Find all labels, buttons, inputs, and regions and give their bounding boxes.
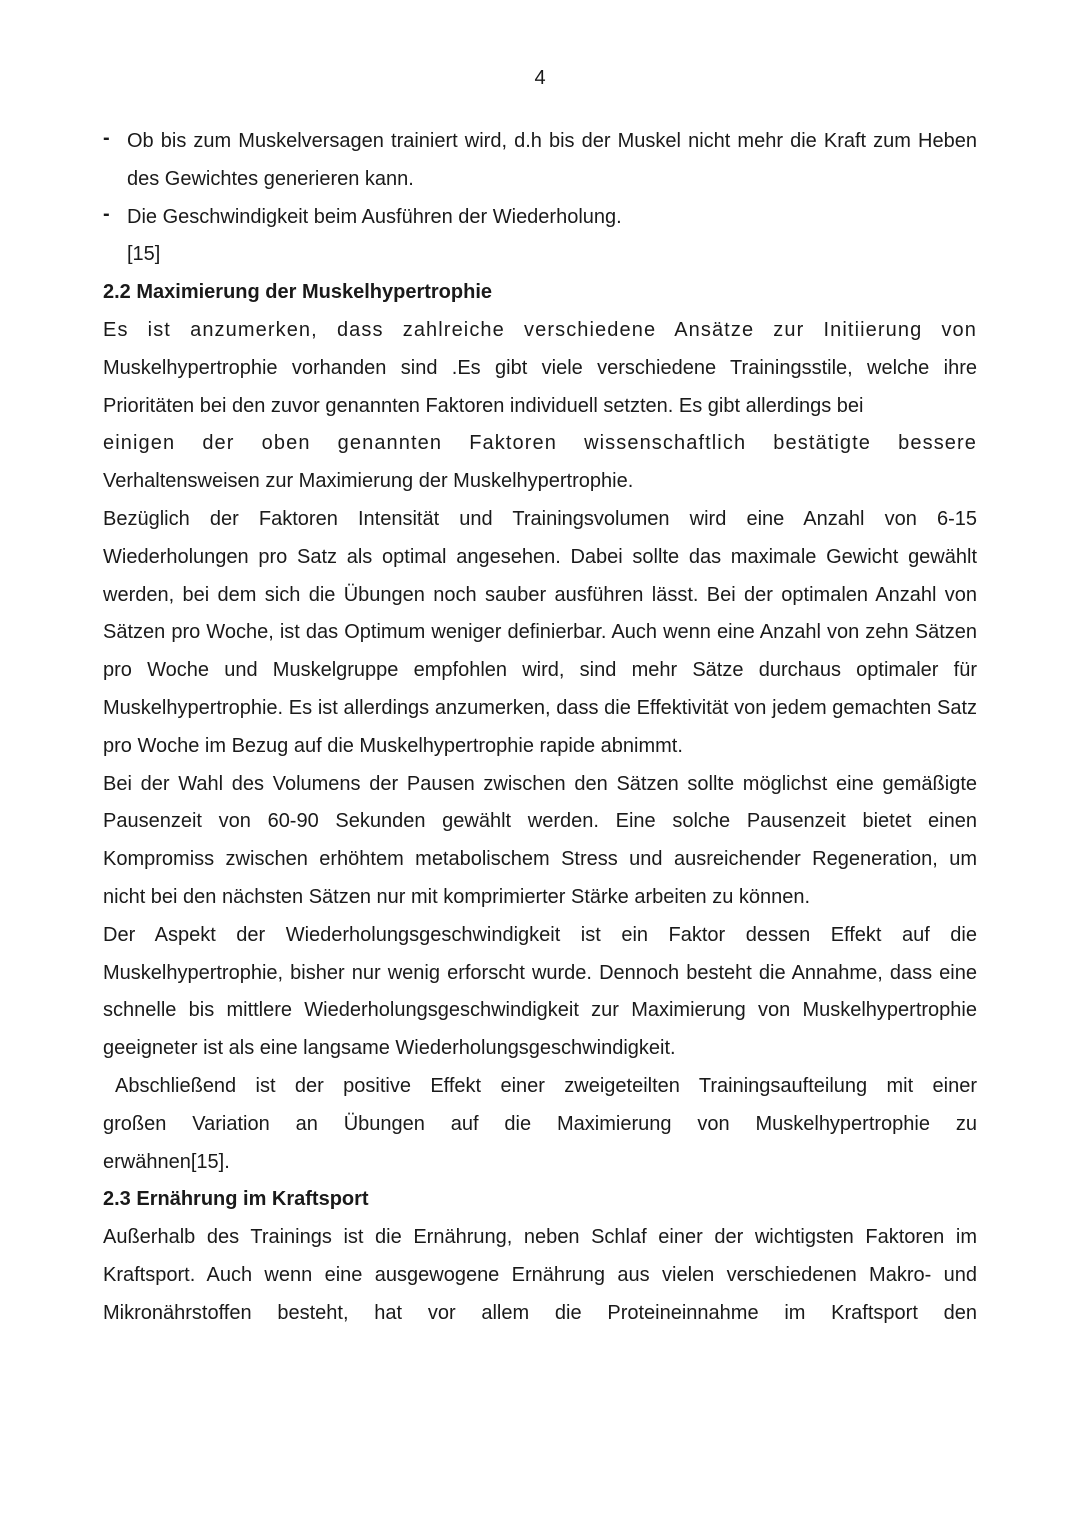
section-heading-2-3: 2.3 Ernährung im Kraftsport (103, 1188, 369, 1211)
paragraph-rest-periods: Bei der Wahl des Volumens der Pausen zwischen den Sätzen sollte möglichst eine gemäßigte Pausenzeit von 60-90 Sekunden gewählt werden. Eine solche Pausenzeit bietet einen Kompromiss zwischen erhöhtem metabolischem Stress und ausreichender Regeneration, um nicht bei den nächsten Sätzen nur mit komprimierter Stärke arbeiten zu können. (103, 772, 977, 908)
paragraph-training-split (103, 1068, 977, 1181)
paragraph-line: Es ist anzumerken, dass zahlreiche verschiedene Ansätze zur Initiierung von (103, 318, 977, 341)
paragraph-nutrition: Außerhalb des Trainings ist die Ernährung, neben Schlaf einer der wichtigsten Faktoren im Kraftsport. Auch wenn eine ausgewogene Ernährung aus vielen verschiedenen Makro- und Mikronährstoffen besteht, hat vor allem die Proteineinnahme im Kraftsport den (103, 1226, 977, 1324)
paragraph-line: erwähnen[15]. (103, 1150, 230, 1173)
page-body (103, 123, 977, 1333)
paragraph-line: Abschließend ist der positive Effekt einer zweigeteilten Trainingsaufteilung mit einer (115, 1074, 977, 1097)
paragraph-line: großen Variation an Übungen auf die Maximierung von Muskelhypertrophie zu (103, 1112, 977, 1135)
section-heading-2-2: 2.2 Maximierung der Muskelhypertrophie (103, 281, 492, 304)
paragraph-line: Muskelhypertrophie vorhanden sind .Es gibt viele verschiedene Trainingsstile, welche ihre Prioritäten bei den zuvor genannten Faktoren individuell setzten. Es gibt allerdings bei (103, 356, 977, 417)
citation: [15] (127, 243, 161, 266)
paragraph-line: Verhaltensweisen zur Maximierung der Muskelhypertrophie. (103, 470, 634, 493)
paragraph-intensity-volume: Bezüglich der Faktoren Intensität und Trainingsvolumen wird eine Anzahl von 6-15 Wiederholungen pro Satz als optimal angesehen. Dabei sollte das maximale Gewicht gewählt werden, bei dem sich die Übungen noch sauber ausführen lässt. Bei der optimalen Anzahl von Sätzen pro Woche, ist das Optimum weniger definierbar. Auch wenn eine Anzahl von zehn Sätzen pro Woche und Muskelgruppe empfohlen wird, sind mehr Sätze durchaus optimaler für Muskelhypertrophie. Es ist allerdings anzumerken, dass die Effektivität von jedem gemachten Satz pro Woche im Bezug auf die Muskelhypertrophie rapide abnimmt. (103, 507, 977, 757)
bullet-item: - Ob bis zum Muskelversagen trainiert wird, d.h bis der Muskel nicht mehr die Kraft zum Heben des Gewichtes generieren kann. (103, 123, 977, 199)
paragraph-approaches (103, 312, 977, 501)
bullet-item: - Die Geschwindigkeit beim Ausführen der Wiederholung. (103, 199, 977, 237)
paragraph-repetition-speed: Der Aspekt der Wiederholungsgeschwindigkeit ist ein Faktor dessen Effekt auf die Muskelhypertrophie, bisher nur wenig erforscht wurde. Dennoch besteht die Annahme, dass eine schnelle bis mittlere Wiederholungsgeschwindigkeit zur Maximierung von Muskelhypertrophie geeigneter ist als eine langsame Wiederholungsgeschwindigkeit. (103, 923, 977, 1060)
paragraph-line: einigen der oben genannten Faktoren wissenschaftlich bestätigte bessere (103, 432, 977, 455)
page-number: 4 (534, 67, 546, 89)
